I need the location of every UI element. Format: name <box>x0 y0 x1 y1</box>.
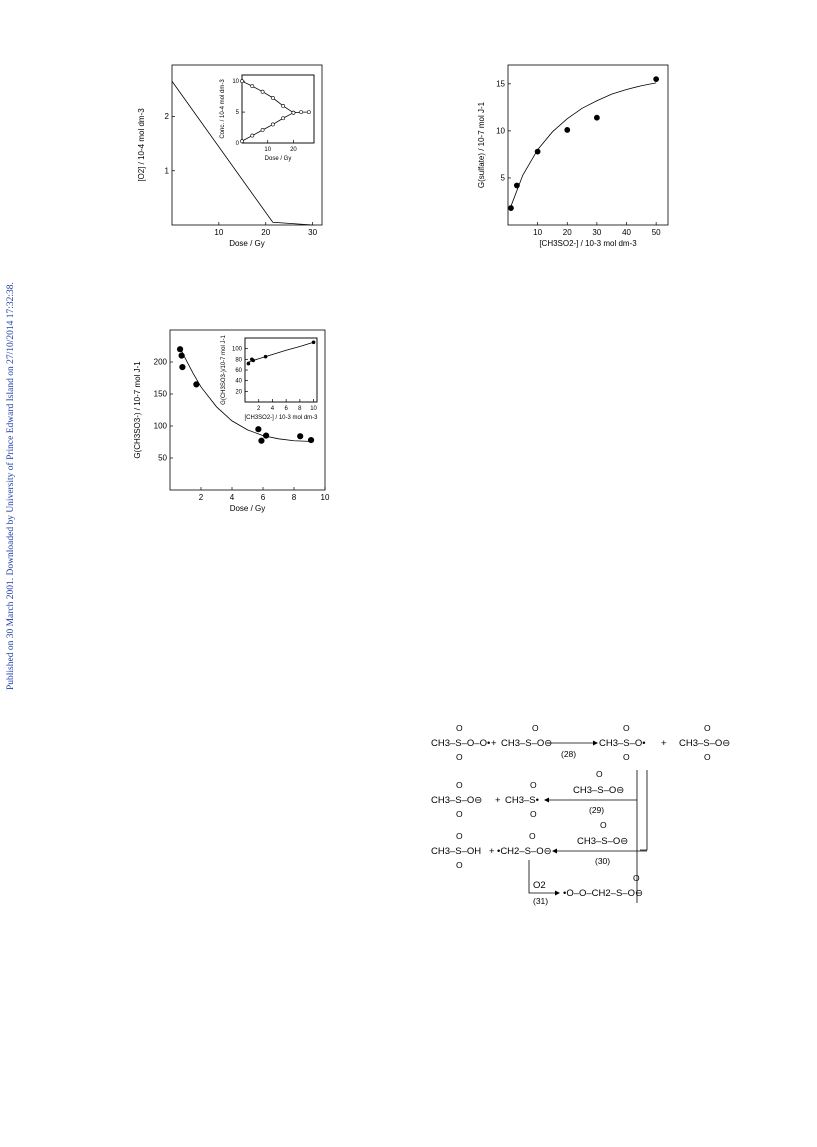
o2-inset-point <box>261 90 264 93</box>
o2-inset-y-axis-label: Conc. / 10-4 mol dm-3 <box>220 79 226 139</box>
oxo-mark: O <box>456 860 463 870</box>
mesyl-x-tick-label: 8 <box>291 493 297 502</box>
mesyl-inset-background <box>245 338 317 402</box>
oxo-mark: O <box>596 769 603 779</box>
mesyl-y-tick-label: 50 <box>158 453 167 463</box>
sulfate-y-axis-label: G(sulfate) / 10-7 mol J-1 <box>477 101 486 189</box>
o2-x-axis-label: Dose / Gy <box>229 239 265 248</box>
scheme-row1-arrowhead <box>593 741 598 746</box>
chart-oxygen-vs-dose <box>130 55 330 260</box>
oxo-mark: O <box>704 723 711 733</box>
scheme-row3-arrowhead <box>552 849 557 854</box>
o2-y-tick-label: 1 <box>164 166 169 176</box>
o2-inset-point <box>307 110 310 113</box>
scheme-row4-arrowhead <box>555 891 560 896</box>
mesyl-inset-x-tick-label: 10 <box>310 406 317 412</box>
mesyl-data-point <box>308 437 314 443</box>
mesyl-inset-x-tick-label: 2 <box>257 406 261 412</box>
mesyl-inset-x-tick-label: 4 <box>270 406 275 412</box>
oxo-mark: O <box>456 723 463 733</box>
scheme-row1-label: (28) <box>561 749 577 759</box>
mesyl-data-point <box>259 438 265 444</box>
oxo-mark: O <box>530 809 537 819</box>
mesyl-inset-x-axis-label: [CH3SO2-] / 10-3 mol dm-3 <box>244 415 318 421</box>
scheme-row4-reagent: O2 <box>533 880 546 891</box>
oxo-mark: O <box>456 831 463 841</box>
mesyl-y-tick-label: 150 <box>153 389 167 399</box>
sulfate-y-tick-label: 15 <box>496 79 505 89</box>
scheme-row3-plus: + <box>489 846 495 857</box>
oxo-mark: O <box>704 752 711 762</box>
mesyl-inset-data-point <box>312 341 315 344</box>
scheme-row3-reagent: CH3–S–O⊖ <box>577 836 629 847</box>
mesyl-inset-x-tick-label: 6 <box>284 406 288 412</box>
mesyl-y-axis-label: G(CH3SO3-) / 10-7 mol J-1 <box>133 361 142 459</box>
o2-inset-x-axis-label: Dose / Gy <box>264 156 292 162</box>
mesyl-data-point <box>179 353 185 359</box>
reaction-scheme-svg <box>425 715 765 920</box>
o2-inset-y-tick-label: 5 <box>235 110 239 117</box>
o2-inset-point <box>261 128 264 131</box>
o2-inset-point <box>271 96 274 99</box>
sulfate-data-point <box>654 77 659 82</box>
sulfate-data-point <box>594 115 599 120</box>
sulfate-x-tick-label: 50 <box>651 228 661 237</box>
oxo-mark: O <box>530 780 537 790</box>
sulfate-data-point <box>565 127 570 132</box>
mesyl-inset-y-tick-label: 100 <box>231 346 242 353</box>
oxo-mark: O <box>623 752 630 762</box>
sulfate-data-point <box>514 183 519 188</box>
sulfate-data-point <box>508 205 513 210</box>
mesyl-data-point <box>297 433 303 439</box>
scheme-row1-product-b: CH3–S–O⊖ <box>679 738 731 749</box>
o2-x-tick-label: 20 <box>261 228 271 237</box>
o2-inset-x-tick-label: 20 <box>290 147 297 153</box>
mesyl-inset-x-tick-label: 8 <box>298 406 302 412</box>
o2-inset-point <box>282 104 285 107</box>
mesyl-inset-data-point <box>247 362 250 365</box>
mesyl-x-tick-label: 6 <box>260 493 266 502</box>
mesyl-inset-y-tick-label: 80 <box>235 357 242 364</box>
mesyl-inset-y-tick-label: 20 <box>235 389 242 396</box>
o2-inset-x-tick-label: 10 <box>264 147 272 153</box>
mesyl-x-tick-label: 10 <box>320 493 330 502</box>
oxo-mark: O <box>456 780 463 790</box>
scheme-row2-arrowhead <box>544 798 549 803</box>
scheme-row2-plus: + <box>495 795 501 806</box>
scheme-row1-plus: + <box>491 738 497 749</box>
oxo-mark: O <box>456 752 463 762</box>
chart-methanesulfonate-yield <box>130 320 345 525</box>
mesyl-data-point <box>194 382 200 388</box>
scheme-row4-label: (31) <box>533 896 549 906</box>
o2-x-tick-label: 30 <box>308 228 318 237</box>
o2-inset-y-tick-label: 0 <box>235 141 239 147</box>
oxo-mark: O <box>456 809 463 819</box>
scheme-row1-reactant-b: CH3–S–O⊖ <box>501 738 553 749</box>
download-notice <box>6 0 20 1147</box>
mesyl-inset-y-tick-label: 60 <box>235 368 242 374</box>
sulfate-x-tick-label: 10 <box>533 228 543 237</box>
sulfate-plot-frame <box>508 65 668 225</box>
scheme-row3-product-a: CH3–S–OH <box>431 846 482 857</box>
scheme-row4-product: •O–O–CH2–S–O⊖ <box>563 888 643 899</box>
o2-inset-point <box>240 140 243 143</box>
sulfate-x-axis-label: [CH3SO2-] / 10-3 mol dm-3 <box>539 239 637 248</box>
mesyl-data-point <box>263 433 269 439</box>
mesyl-x-tick-label: 2 <box>198 493 204 502</box>
scheme-row1-reactant-a: CH3–S–O–O• <box>431 738 491 749</box>
mesyl-inset-data-point <box>264 355 267 358</box>
scheme-row3-product-b: •CH2–S–O⊖ <box>497 846 552 857</box>
sulfate-x-tick-label: 20 <box>562 228 572 237</box>
oxo-mark: O <box>623 723 630 733</box>
mesyl-y-tick-label: 200 <box>153 357 167 367</box>
o2-x-tick-label: 10 <box>214 228 224 237</box>
o2-inset-point <box>251 85 254 88</box>
scheme-row3-label: (30) <box>595 856 611 866</box>
o2-inset-point <box>251 134 254 137</box>
scheme-branch-line-2 <box>640 770 647 850</box>
sulfate-data-point <box>535 149 540 154</box>
chart-sulfate-yield <box>478 55 688 260</box>
mesyl-inset-y-tick-label: 40 <box>235 378 242 385</box>
reaction-scheme <box>425 715 765 920</box>
sulfate-y-tick-label: 5 <box>500 173 505 183</box>
oxo-mark: O <box>633 873 640 883</box>
scheme-row2-reagent: CH3–S–O⊖ <box>573 785 625 796</box>
oxo-mark: O <box>600 820 607 830</box>
sulfate-x-tick-label: 40 <box>622 228 631 237</box>
sulfate-x-tick-label: 30 <box>592 228 602 237</box>
o2-inset-point <box>271 123 274 126</box>
mesyl-x-axis-label: Dose / Gy <box>229 504 266 513</box>
mesyl-data-point <box>256 426 262 432</box>
sulfate-fit-line <box>511 83 656 206</box>
o2-inset-y-tick-label: 10 <box>232 79 239 86</box>
o2-inset-point <box>300 110 303 113</box>
mesyl-inset-data-point <box>252 359 255 362</box>
o2-inset-point <box>292 111 295 114</box>
scheme-row2-product-a: CH3–S–O⊖ <box>431 795 483 806</box>
o2-y-axis-label: [O2] / 10-4 mol dm-3 <box>137 108 146 182</box>
o2-y-tick-label: 2 <box>164 112 169 122</box>
sulfate-y-tick-label: 10 <box>496 126 505 136</box>
o2-inset-point <box>282 117 285 120</box>
oxo-mark: O <box>532 723 539 733</box>
mesyl-x-tick-label: 4 <box>229 493 235 502</box>
scheme-row1-plus-2: + <box>661 738 667 749</box>
scheme-row1-product-a: CH3–S–O• <box>599 738 646 749</box>
scheme-row2-label: (29) <box>589 805 605 815</box>
mesyl-inset-y-axis-label: G(CH3SO3-)/10-7 mol J-1 <box>221 335 227 405</box>
mesyl-data-point <box>177 346 183 352</box>
download-notice-text: Published on 30 March 2001. Downloaded by University of Prince Edward Island on 27/10/2014 17:32:38. <box>6 282 16 690</box>
scheme-row2-product-b: CH3–S• <box>505 795 539 806</box>
mesyl-y-tick-label: 100 <box>153 421 167 431</box>
mesyl-data-point <box>180 364 186 370</box>
oxo-mark: O <box>529 831 536 841</box>
o2-inset-point <box>240 80 243 83</box>
